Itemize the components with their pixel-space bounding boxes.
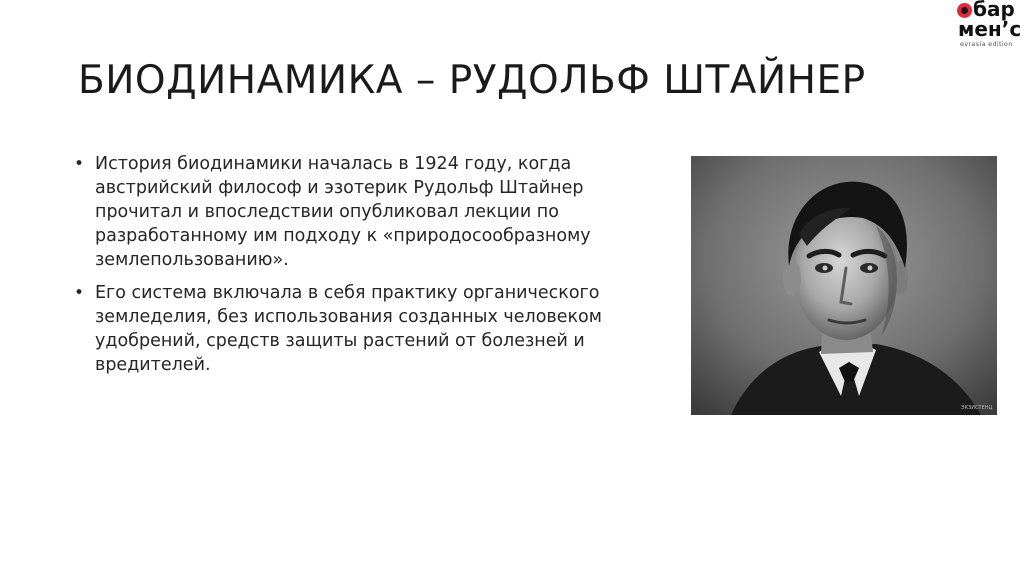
brand-logo bbox=[954, 0, 1024, 50]
bullet-item bbox=[74, 152, 649, 272]
bullet-text: История биодинамики началась в 1924 году, когда австрийский философ и эзотерик Рудольф Штайнер прочитал и впоследствии опубликовал лекции по разработанному им подходу к «природосообразному землепользованию». bbox=[95, 154, 591, 270]
logo-line-1: бар bbox=[973, 0, 1015, 21]
photo-caption-mark: ЭКЗИСТЕНЦ bbox=[961, 405, 993, 411]
bullet-text: Его система включала в себя практику органического земледелия, без использования созданных человеком удобрений, средств защиты растений от болезней и вредителей. bbox=[95, 283, 602, 375]
bullet-item bbox=[74, 281, 649, 377]
logo-line-2: мен’с bbox=[958, 17, 1022, 41]
portrait-photo bbox=[691, 156, 997, 415]
bullet-list bbox=[74, 152, 649, 386]
logo-dot-icon bbox=[957, 3, 972, 18]
slide-title: БИОДИНАМИКА – РУДОЛЬФ ШТАЙНЕР bbox=[78, 58, 866, 103]
logo-subtitle: evrasia edition bbox=[960, 40, 1013, 48]
bullet-marker: • bbox=[74, 283, 85, 303]
bullet-marker: • bbox=[74, 154, 85, 174]
